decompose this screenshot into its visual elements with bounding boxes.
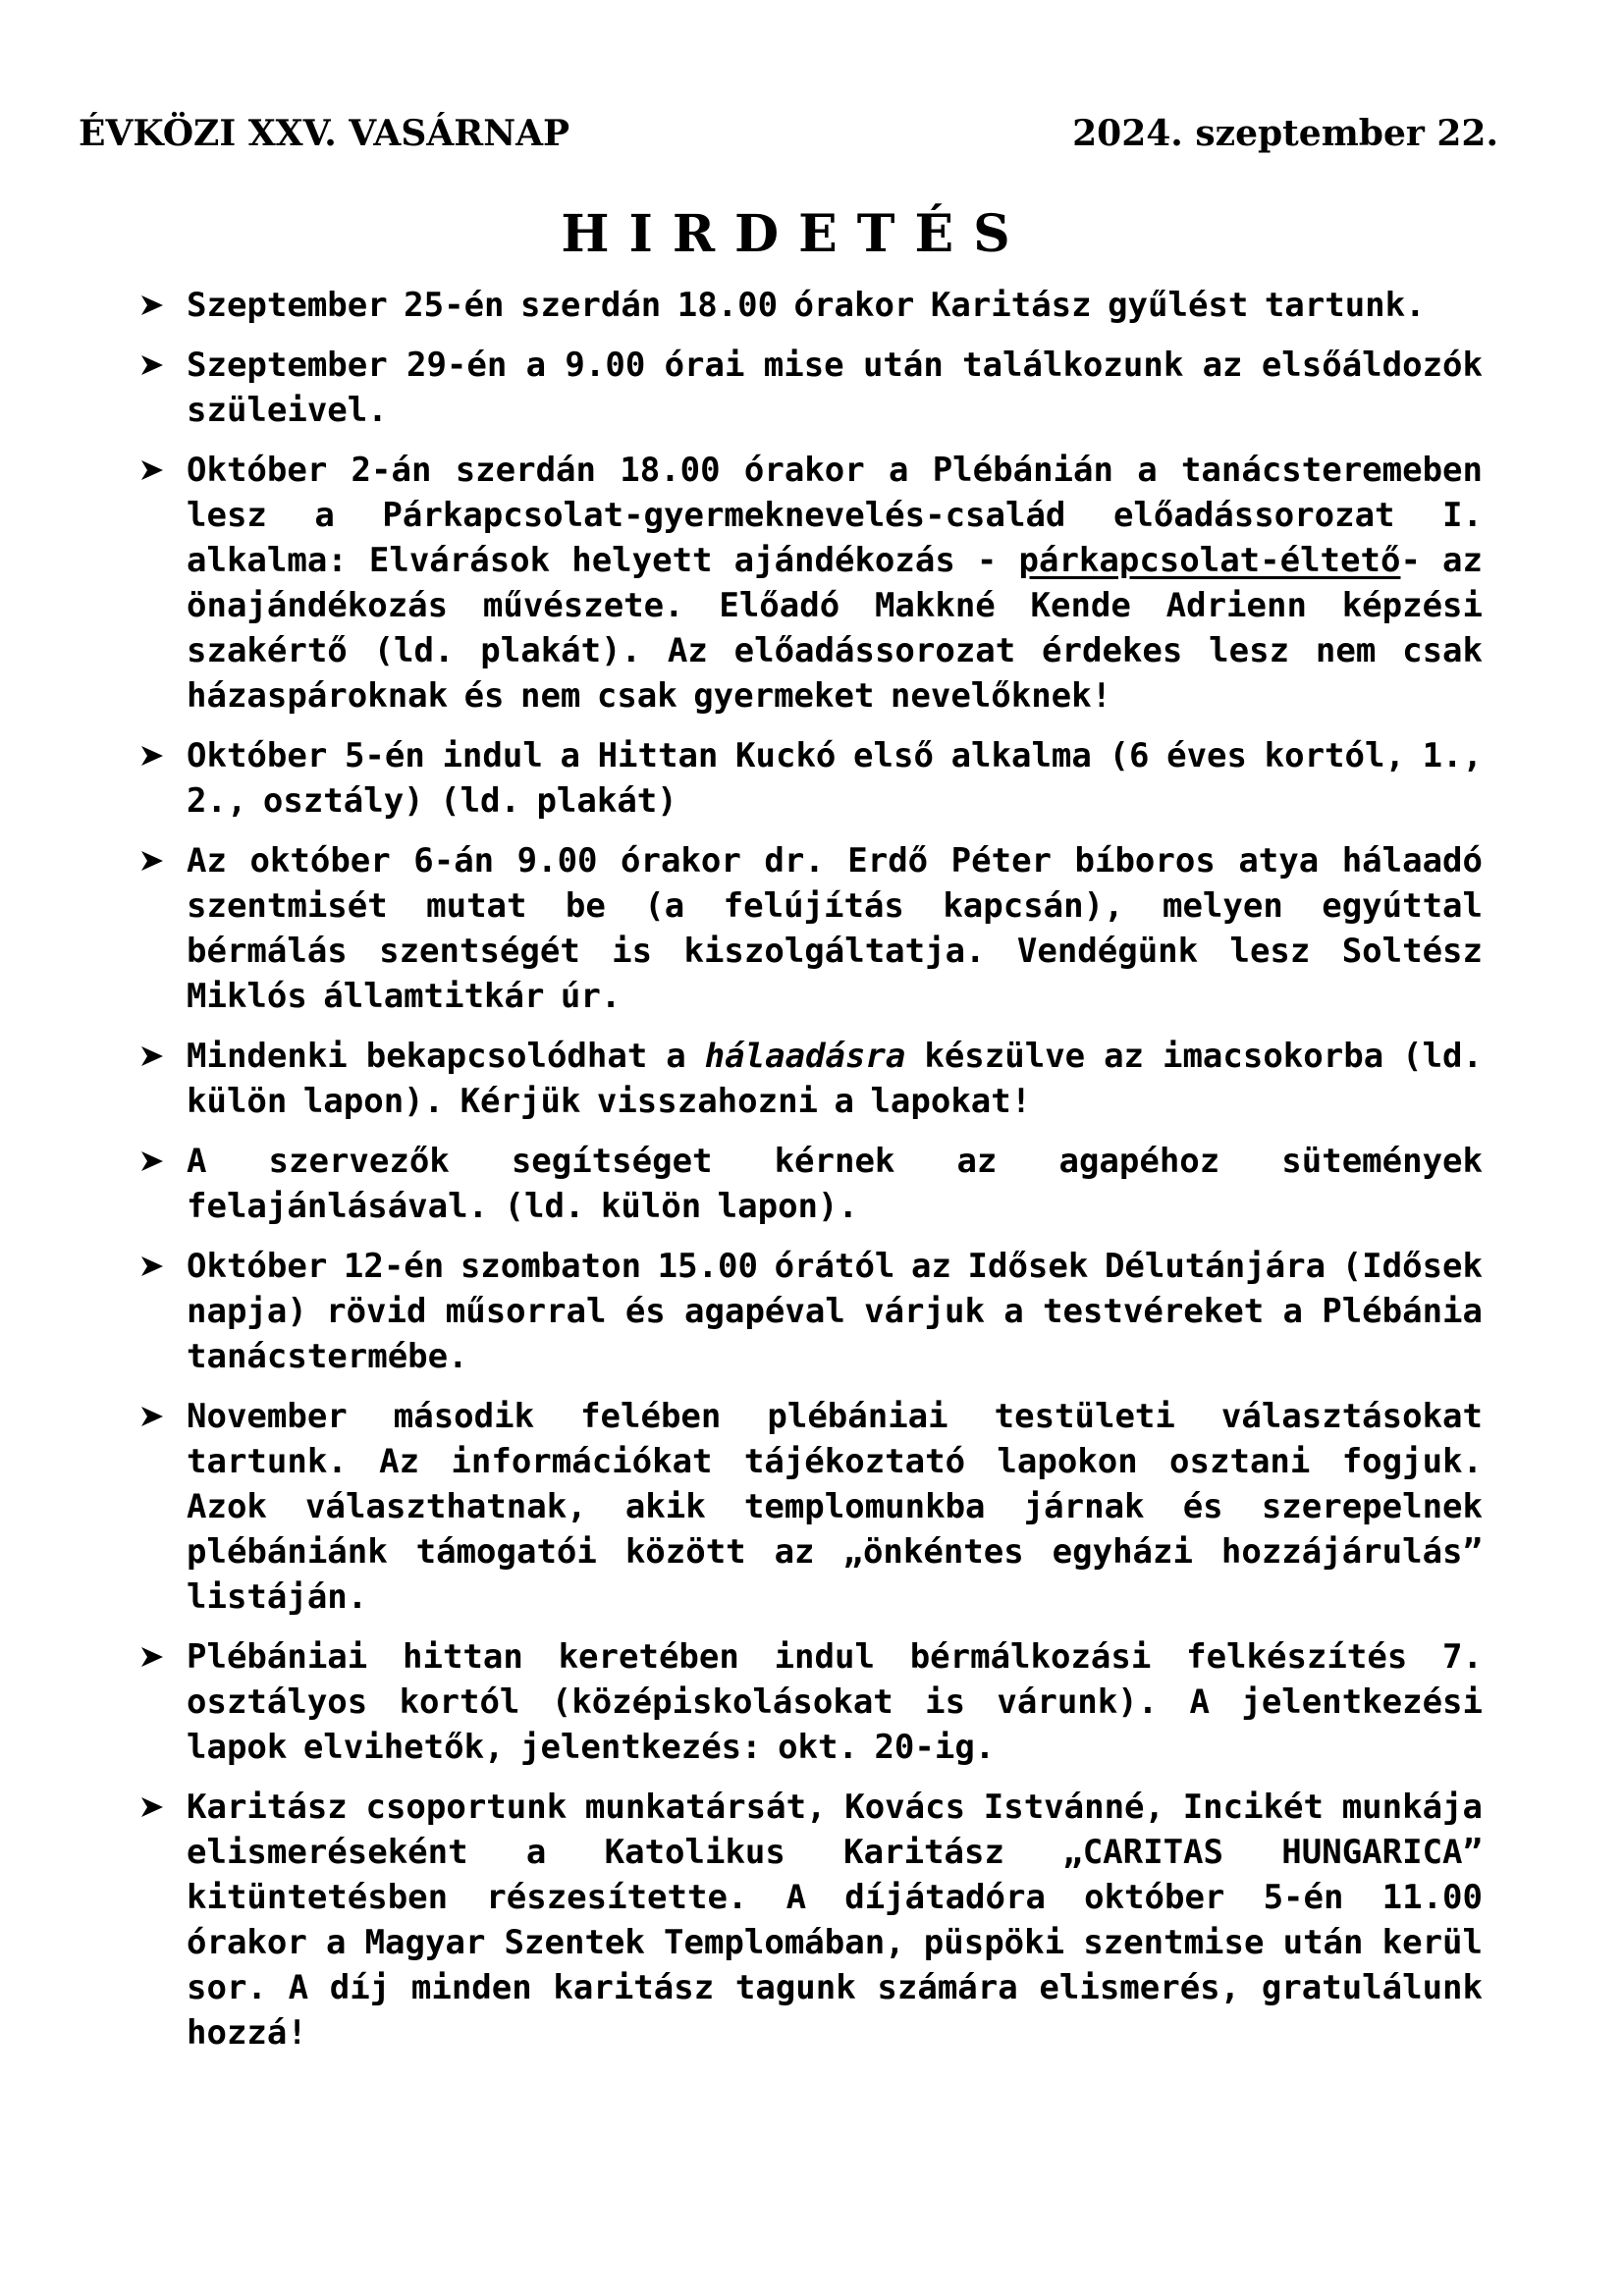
list-item [139, 1394, 1483, 1620]
announcement-text [187, 448, 1483, 719]
announcement-text: November második felében plébániai testületi választásokat tartunk. Az információkat tájékoztató lapokon osztani fogjuk. Azok választhatnak, akik templomunkba járnak és szerepelnek plébániánk támogatói között az „önkéntes egyházi hozzájárulás” listáján. [187, 1397, 1483, 1617]
list-item [139, 283, 1483, 328]
arrowhead-bullet-icon [139, 1404, 165, 1429]
arrowhead-bullet-icon [139, 743, 165, 769]
announcement-text: Október 5-én indul a Hittan Kuckó első alkalma (6 éves kortól, 1., 2., osztály) (ld. plakát) [187, 736, 1483, 821]
underlined-term: párkapcsolat-éltető [1018, 541, 1401, 580]
announcement-text-part: - az önajándékozás művészete. Előadó Makkné Kende Adrienn képzési szakértő (ld. plakát). Az előadássorozat érdekes lesz nem csak házaspároknak és nem csak gyermeket nevelőknek! [187, 541, 1483, 716]
arrowhead-bullet-icon [139, 293, 165, 318]
italic-term: hálaadásra [704, 1037, 906, 1076]
list-item [139, 838, 1483, 1019]
announcement-text: Plébániai hittan keretében indul bérmálkozási felkészítés 7. osztályos kortól (középiskolásokat is várunk). A jelentkezési lapok elvihetők, jelentkezés: okt. 20-ig. [187, 1637, 1483, 1767]
list-item [139, 343, 1483, 433]
list-item [139, 1034, 1483, 1124]
announcement-text: Karitász csoportunk munkatársát, Kovács Istvánné, Incikét munkája elismeréseként a Katolikus Karitász „CARITAS HUNGARICA” kitüntetésben részesítette. A díjátadóra október 5-én 11.00 órakor a Magyar Szentek Templomában, püspöki szentmise után kerül sor. A díj minden karitász tagunk számára elismerés, gratulálunk hozzá! [187, 1788, 1483, 2053]
list-item [139, 1634, 1483, 1770]
arrowhead-bullet-icon [139, 1254, 165, 1279]
arrowhead-bullet-icon [139, 457, 165, 483]
announcement-text-part: Mindenki bekapcsolódhat a [187, 1037, 705, 1076]
announcement-text: Szeptember 25-én szerdán 18.00 órakor Karitász gyűlést tartunk. [187, 286, 1426, 325]
announcement-text-part: Október 2-án szerdán 18.00 órakor a Plébánián a tanácsteremeben lesz a Párkapcsolat-gyermeknevelés-család előadássorozat I. alkalma: Elvárások helyett ajándékozás - [187, 451, 1483, 580]
announcement-text: A szervezők segítséget kérnek az agapéhoz sütemények felajánlásával. (ld. külön lapon). [187, 1142, 1483, 1226]
list-item [139, 1139, 1483, 1229]
announcement-text: Az október 6-án 9.00 órakor dr. Erdő Péter bíboros atya hálaadó szentmisét mutat be (a felújítás kapcsán), melyen egyúttal bérmálás szentségét is kiszolgáltatja. Vendégünk lesz Soltész Miklós államtitkár úr. [187, 841, 1483, 1016]
announcement-text: Október 12-én szombaton 15.00 órától az Idősek Délutánjára (Idősek napja) rövid műsorral és agapéval várjuk a testvéreket a Plébánia tanácstermébe. [187, 1247, 1483, 1376]
arrowhead-bullet-icon [139, 1644, 165, 1670]
list-item [139, 733, 1483, 824]
arrowhead-bullet-icon [139, 1043, 165, 1069]
liturgical-day-heading: ÉVKÖZI XXV. VASÁRNAP [79, 113, 570, 154]
announcement-text [187, 1034, 1483, 1124]
arrowhead-bullet-icon [139, 1148, 165, 1174]
arrowhead-bullet-icon [139, 848, 165, 874]
page-title: HIRDETÉS [561, 204, 1030, 264]
arrowhead-bullet-icon [139, 352, 165, 378]
list-item [139, 1785, 1483, 2056]
list-item [139, 448, 1483, 719]
announcement-text-part: készülve az imacsokorba (ld. külön lapon). Kérjük visszahozni a lapokat! [187, 1037, 1484, 1121]
announcement-list [139, 283, 1483, 2070]
announcement-text: Szeptember 29-én a 9.00 órai mise után találkozunk az elsőáldozók szüleivel. [187, 346, 1483, 430]
arrowhead-bullet-icon [139, 1794, 165, 1820]
list-item [139, 1244, 1483, 1379]
date-heading: 2024. szeptember 22. [1072, 113, 1498, 154]
